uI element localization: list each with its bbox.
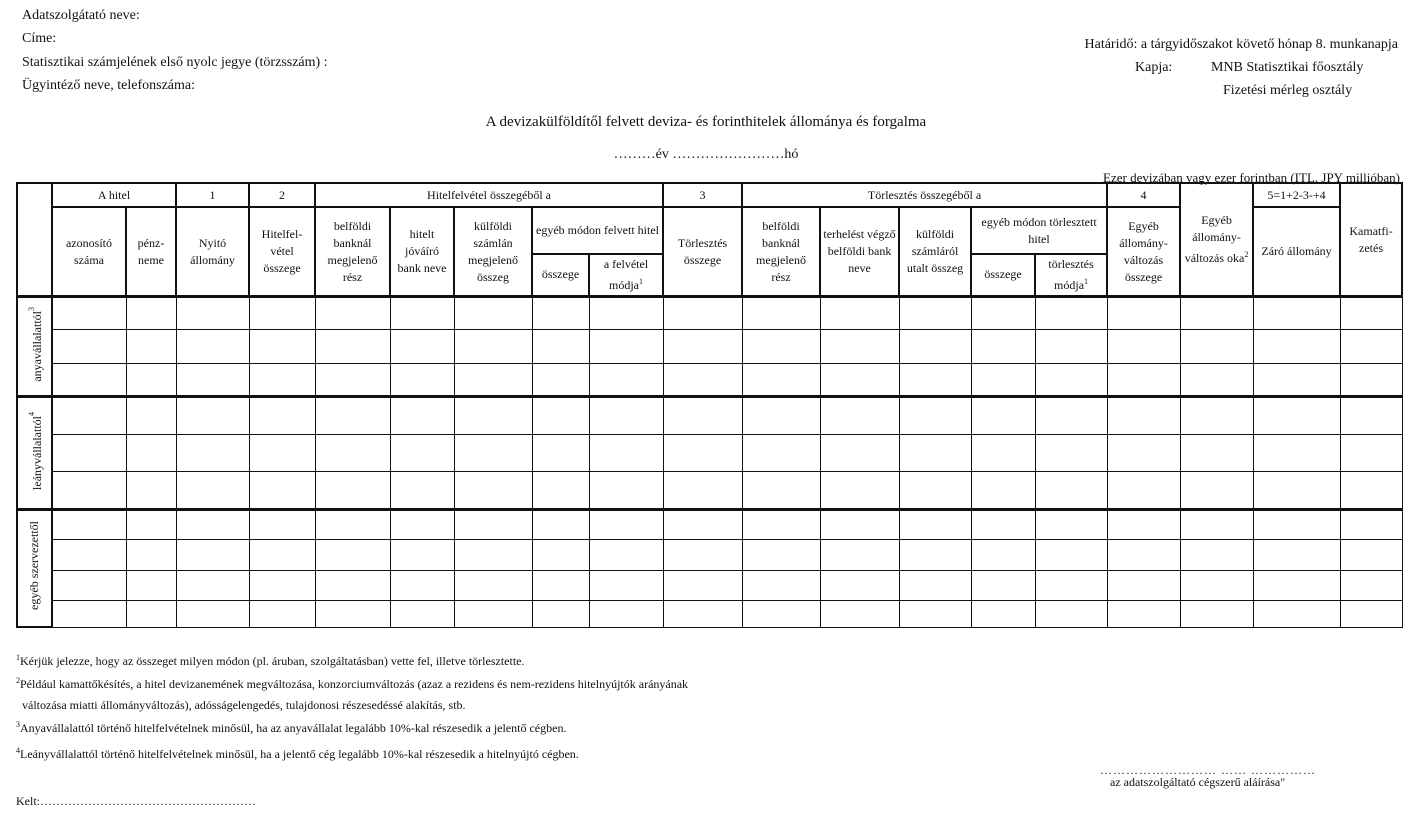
table-cell[interactable] bbox=[390, 363, 454, 396]
table-cell[interactable] bbox=[742, 297, 820, 330]
table-cell[interactable] bbox=[742, 363, 820, 396]
table-cell[interactable] bbox=[589, 363, 663, 396]
table-cell[interactable] bbox=[1107, 434, 1180, 472]
table-cell[interactable] bbox=[454, 434, 532, 472]
table-cell[interactable] bbox=[454, 297, 532, 330]
table-cell[interactable] bbox=[532, 397, 589, 435]
table-row bbox=[17, 472, 1402, 510]
table-cell[interactable] bbox=[820, 472, 899, 510]
table-cell[interactable] bbox=[532, 540, 589, 570]
table-cell[interactable] bbox=[315, 397, 390, 435]
table-cell[interactable] bbox=[1340, 330, 1402, 363]
table-cell[interactable] bbox=[1035, 330, 1107, 363]
table-cell[interactable] bbox=[1253, 434, 1340, 472]
table-cell[interactable] bbox=[249, 540, 315, 570]
table-cell[interactable] bbox=[454, 540, 532, 570]
table-cell[interactable] bbox=[315, 509, 390, 539]
table-cell[interactable] bbox=[390, 472, 454, 510]
table-cell[interactable] bbox=[1035, 472, 1107, 510]
other-change-reason-header: Egyéb állomány-változás oka$^2$ bbox=[1180, 183, 1253, 297]
table-cell[interactable] bbox=[820, 570, 899, 600]
table-row bbox=[17, 540, 1402, 570]
table-cell[interactable] bbox=[1107, 472, 1180, 510]
table-cell[interactable] bbox=[176, 434, 249, 472]
table-cell[interactable] bbox=[315, 540, 390, 570]
opening-header: Nyitó állomány bbox=[176, 207, 249, 296]
table-cell[interactable] bbox=[589, 540, 663, 570]
table-cell[interactable] bbox=[742, 434, 820, 472]
group-drawdown-header: Hitelfelvétel összegéből a bbox=[315, 183, 663, 207]
row-group-header-cell bbox=[17, 183, 52, 297]
table-cell[interactable] bbox=[176, 601, 249, 627]
period-field: ………év ……………………hó bbox=[613, 147, 799, 162]
table-cell[interactable] bbox=[532, 472, 589, 510]
num-1-header: 1 bbox=[176, 183, 249, 207]
table-cell[interactable] bbox=[899, 472, 971, 510]
table-cell[interactable] bbox=[52, 363, 126, 396]
table-cell[interactable] bbox=[52, 540, 126, 570]
table-cell[interactable] bbox=[820, 540, 899, 570]
table-cell[interactable] bbox=[176, 472, 249, 510]
table-cell[interactable] bbox=[1180, 297, 1253, 330]
repayment-header: Törlesztés összege bbox=[663, 207, 742, 296]
table-cell[interactable] bbox=[176, 397, 249, 435]
table-cell[interactable] bbox=[454, 472, 532, 510]
table-cell[interactable] bbox=[1180, 540, 1253, 570]
table-cell[interactable] bbox=[663, 509, 742, 539]
recipient-label: Kapja: bbox=[1135, 60, 1173, 75]
table-cell[interactable] bbox=[1180, 397, 1253, 435]
table-cell[interactable] bbox=[589, 297, 663, 330]
table-cell[interactable] bbox=[820, 297, 899, 330]
table-cell[interactable] bbox=[52, 472, 126, 510]
table-cell[interactable] bbox=[1035, 397, 1107, 435]
table-cell[interactable] bbox=[249, 330, 315, 363]
table-cell[interactable] bbox=[1107, 297, 1180, 330]
table-cell[interactable] bbox=[532, 363, 589, 396]
table-cell[interactable] bbox=[315, 601, 390, 627]
table-cell[interactable] bbox=[532, 297, 589, 330]
table-cell[interactable] bbox=[742, 570, 820, 600]
table-cell[interactable] bbox=[1340, 601, 1402, 627]
table-cell[interactable] bbox=[663, 434, 742, 472]
footnote-3: $^3$Anyavállalattól történő hitelfelvételnek minősül, ha az anyavállalat legalább 10%-kal részesedik a jelentő cégben. bbox=[16, 720, 567, 735]
foreign-account-header: külföldi számlán megjelenő összeg bbox=[454, 207, 532, 296]
table-cell[interactable] bbox=[532, 509, 589, 539]
table-cell[interactable] bbox=[1107, 397, 1180, 435]
footnote-1: $^1$Kérjük jelezze, hogy az összeget milyen módon (pl. áruban, szolgáltatásban) vette fel, illetve törlesztette. bbox=[16, 653, 525, 668]
table-cell[interactable] bbox=[742, 601, 820, 627]
table-cell[interactable] bbox=[249, 297, 315, 330]
table-cell[interactable] bbox=[176, 297, 249, 330]
row-label-other: egyéb szervezettől bbox=[17, 509, 52, 627]
table-cell[interactable] bbox=[52, 330, 126, 363]
table-cell[interactable] bbox=[589, 472, 663, 510]
table-cell[interactable] bbox=[176, 363, 249, 396]
table-cell[interactable] bbox=[1107, 540, 1180, 570]
table-cell[interactable] bbox=[589, 570, 663, 600]
other-draw-mode-header: a felvétel módja$^1$ bbox=[589, 254, 663, 297]
table-cell[interactable] bbox=[176, 509, 249, 539]
table-cell[interactable] bbox=[249, 570, 315, 600]
table-cell[interactable] bbox=[126, 363, 176, 396]
table-cell[interactable] bbox=[1253, 397, 1340, 435]
table-cell[interactable] bbox=[663, 363, 742, 396]
table-cell[interactable] bbox=[390, 434, 454, 472]
table-cell[interactable] bbox=[1107, 601, 1180, 627]
table-row bbox=[17, 330, 1402, 363]
table-cell[interactable] bbox=[1253, 363, 1340, 396]
table-cell[interactable] bbox=[899, 601, 971, 627]
other-rep-amount-header: összege bbox=[971, 254, 1035, 297]
table-cell[interactable] bbox=[971, 397, 1035, 435]
deadline-text: Határidő: a tárgyidőszakot követő hónap 8. munkanapja bbox=[1084, 37, 1398, 52]
row-label-parent: anyavállalattól$^3$ bbox=[17, 297, 52, 397]
credit-bank-header: hitelt jóváíró bank neve bbox=[390, 207, 454, 296]
table-cell[interactable] bbox=[971, 509, 1035, 539]
table-cell[interactable] bbox=[176, 540, 249, 570]
table-cell[interactable] bbox=[1180, 601, 1253, 627]
table-cell[interactable] bbox=[390, 570, 454, 600]
table-cell[interactable] bbox=[663, 397, 742, 435]
table-cell[interactable] bbox=[176, 330, 249, 363]
table-cell[interactable] bbox=[1035, 434, 1107, 472]
table-cell[interactable] bbox=[1340, 540, 1402, 570]
table-cell[interactable] bbox=[315, 297, 390, 330]
table-cell[interactable] bbox=[971, 297, 1035, 330]
table-row bbox=[17, 434, 1402, 472]
table-cell[interactable] bbox=[454, 363, 532, 396]
table-cell[interactable] bbox=[126, 540, 176, 570]
table-cell[interactable] bbox=[1340, 509, 1402, 539]
table-cell[interactable] bbox=[249, 472, 315, 510]
table-cell[interactable] bbox=[899, 297, 971, 330]
num-3-header: 3 bbox=[663, 183, 742, 207]
table-cell[interactable] bbox=[532, 434, 589, 472]
table-cell[interactable] bbox=[820, 363, 899, 396]
table-cell[interactable] bbox=[899, 509, 971, 539]
table-cell[interactable] bbox=[454, 330, 532, 363]
dom-bank-header: belföldi banknál megjelenő rész bbox=[315, 207, 390, 296]
table-cell[interactable] bbox=[742, 540, 820, 570]
table-cell[interactable] bbox=[1035, 297, 1107, 330]
table-cell[interactable] bbox=[742, 397, 820, 435]
group-repayment-header: Törlesztés összegéből a bbox=[742, 183, 1107, 207]
table-cell[interactable] bbox=[1340, 472, 1402, 510]
table-cell[interactable] bbox=[126, 570, 176, 600]
table-cell[interactable] bbox=[390, 297, 454, 330]
num-2-header: 2 bbox=[249, 183, 315, 207]
table-cell[interactable] bbox=[249, 397, 315, 435]
table-cell[interactable] bbox=[820, 397, 899, 435]
table-cell[interactable] bbox=[663, 540, 742, 570]
table-cell[interactable] bbox=[742, 472, 820, 510]
table-cell[interactable] bbox=[52, 297, 126, 330]
unit-note: Ezer devizában vagy ezer forintban (ITL, JPY millióban) bbox=[1103, 170, 1400, 185]
rep-dom-bank-header: belföldi banknál megjelenő rész bbox=[742, 207, 820, 296]
table-cell[interactable] bbox=[971, 570, 1035, 600]
table-cell[interactable] bbox=[126, 509, 176, 539]
footnote-2-cont: változása miatti állományváltozás), adósságelengedés, tulajdonosi részesedéssé alakítás, stb. bbox=[22, 698, 466, 712]
table-cell[interactable] bbox=[249, 601, 315, 627]
id-header: azonosító száma bbox=[52, 207, 126, 296]
table-cell[interactable] bbox=[589, 397, 663, 435]
table-cell[interactable] bbox=[1107, 509, 1180, 539]
table-cell[interactable] bbox=[589, 330, 663, 363]
table-cell[interactable] bbox=[315, 434, 390, 472]
table-cell[interactable] bbox=[1340, 297, 1402, 330]
table-cell[interactable] bbox=[1107, 330, 1180, 363]
table-cell[interactable] bbox=[1340, 397, 1402, 435]
signature-label: az adatszolgáltató cégszerű aláírása" bbox=[1110, 775, 1286, 789]
signature-line[interactable]: ……………………… …… …………… bbox=[1100, 763, 1316, 777]
table-cell[interactable] bbox=[663, 330, 742, 363]
provider-name-label: Adatszolgátató neve: bbox=[22, 8, 140, 23]
table-cell[interactable] bbox=[249, 363, 315, 396]
table-cell[interactable] bbox=[454, 397, 532, 435]
table-cell[interactable] bbox=[532, 330, 589, 363]
table-cell[interactable] bbox=[1253, 509, 1340, 539]
table-cell[interactable] bbox=[52, 601, 126, 627]
table-cell[interactable] bbox=[663, 570, 742, 600]
table-cell[interactable] bbox=[1107, 570, 1180, 600]
loan-table bbox=[16, 182, 1403, 628]
table-cell[interactable] bbox=[126, 330, 176, 363]
table-cell[interactable] bbox=[971, 472, 1035, 510]
table-cell[interactable] bbox=[971, 434, 1035, 472]
table-cell[interactable] bbox=[589, 434, 663, 472]
table-row bbox=[17, 363, 1402, 396]
debit-bank-header: terhelést végző belföldi bank neve bbox=[820, 207, 899, 296]
row-label-subsidiary: leányvállalattól$^4$ bbox=[17, 397, 52, 510]
table-cell[interactable] bbox=[315, 363, 390, 396]
other-draw-amount-header: összege bbox=[532, 254, 589, 297]
table-cell[interactable] bbox=[971, 601, 1035, 627]
table-cell[interactable] bbox=[315, 472, 390, 510]
table-cell[interactable] bbox=[1253, 601, 1340, 627]
footnote-2: $^2$Például kamattőkésítés, a hitel devizanemének megváltozása, konzorciumváltozás (azaz a rezidens és nem-rezidens hitelnyújtók arányának bbox=[16, 676, 689, 691]
table-cell[interactable] bbox=[899, 570, 971, 600]
group-loan-header: A hitel bbox=[52, 183, 176, 207]
table-cell[interactable] bbox=[742, 330, 820, 363]
table-cell[interactable] bbox=[820, 509, 899, 539]
table-cell[interactable] bbox=[1107, 363, 1180, 396]
table-cell[interactable] bbox=[390, 601, 454, 627]
table-cell[interactable] bbox=[390, 509, 454, 539]
stat-number-label: Statisztikai számjelének első nyolc jegye (törzsszám) : bbox=[22, 55, 328, 70]
table-cell[interactable] bbox=[1340, 434, 1402, 472]
table-cell[interactable] bbox=[390, 540, 454, 570]
table-cell[interactable] bbox=[899, 540, 971, 570]
closing-header: Záró állomány bbox=[1253, 207, 1340, 296]
table-cell[interactable] bbox=[1253, 472, 1340, 510]
table-cell[interactable] bbox=[1035, 601, 1107, 627]
table-cell[interactable] bbox=[820, 601, 899, 627]
table-cell[interactable] bbox=[1340, 363, 1402, 396]
drawdown-header: Hitelfel-vétel összege bbox=[249, 207, 315, 296]
interest-header: Kamatfi-zetés bbox=[1340, 183, 1402, 297]
table-cell[interactable] bbox=[1253, 570, 1340, 600]
department-text: Fizetési mérleg osztály bbox=[1223, 83, 1353, 98]
table-cell[interactable] bbox=[820, 330, 899, 363]
table-cell[interactable] bbox=[532, 570, 589, 600]
recipient-text: MNB Statisztikai főosztály bbox=[1211, 60, 1364, 75]
table-cell[interactable] bbox=[820, 434, 899, 472]
num-5-header: 5=1+2-3-+4 bbox=[1253, 183, 1340, 207]
table-row bbox=[17, 509, 1402, 539]
table-cell[interactable] bbox=[249, 434, 315, 472]
table-cell[interactable] bbox=[899, 363, 971, 396]
table-cell[interactable] bbox=[663, 297, 742, 330]
other-draw-header: egyéb módon felvett hitel bbox=[532, 207, 663, 254]
table-cell[interactable] bbox=[52, 570, 126, 600]
table-cell[interactable] bbox=[52, 509, 126, 539]
table-cell[interactable] bbox=[971, 363, 1035, 396]
table-cell[interactable] bbox=[1035, 363, 1107, 396]
table-cell[interactable] bbox=[899, 434, 971, 472]
table-cell[interactable] bbox=[1180, 570, 1253, 600]
table-cell[interactable] bbox=[1180, 330, 1253, 363]
table-cell[interactable] bbox=[454, 570, 532, 600]
table-cell[interactable] bbox=[1180, 509, 1253, 539]
table-cell[interactable] bbox=[1253, 330, 1340, 363]
table-cell[interactable] bbox=[589, 509, 663, 539]
table-cell[interactable] bbox=[126, 472, 176, 510]
table-cell[interactable] bbox=[52, 434, 126, 472]
table-cell[interactable] bbox=[315, 330, 390, 363]
table-cell[interactable] bbox=[971, 330, 1035, 363]
other-change-header: Egyéb állomány-változás összege bbox=[1107, 207, 1180, 296]
contact-label: Ügyintéző neve, telefonszáma: bbox=[22, 78, 195, 93]
table-cell[interactable] bbox=[742, 509, 820, 539]
address-label: Címe: bbox=[22, 31, 57, 46]
table-cell[interactable] bbox=[589, 601, 663, 627]
table-cell[interactable] bbox=[899, 330, 971, 363]
table-cell[interactable] bbox=[1340, 570, 1402, 600]
table-cell[interactable] bbox=[1035, 509, 1107, 539]
table-cell[interactable] bbox=[390, 397, 454, 435]
table-cell[interactable] bbox=[1035, 540, 1107, 570]
table-cell[interactable] bbox=[126, 397, 176, 435]
table-row bbox=[17, 601, 1402, 627]
form-title: A devizakülföldítől felvett deviza- és forinthitelek állománya és forgalma bbox=[485, 114, 927, 130]
table-cell[interactable] bbox=[1180, 434, 1253, 472]
table-cell[interactable] bbox=[899, 397, 971, 435]
table-cell[interactable] bbox=[126, 434, 176, 472]
table-cell[interactable] bbox=[1180, 472, 1253, 510]
table-row bbox=[17, 570, 1402, 600]
currency-header: pénz-neme bbox=[126, 207, 176, 296]
table-cell[interactable] bbox=[1035, 570, 1107, 600]
other-rep-header: egyéb módon törlesztett hitel bbox=[971, 207, 1107, 254]
table-cell[interactable] bbox=[1253, 540, 1340, 570]
place-date-field[interactable]: Kelt:……………………………………………… bbox=[16, 794, 256, 808]
rep-foreign-header: külföldi számláról utalt összeg bbox=[899, 207, 971, 296]
table-cell[interactable] bbox=[454, 509, 532, 539]
table-cell[interactable] bbox=[315, 570, 390, 600]
table-cell[interactable] bbox=[454, 601, 532, 627]
table-cell[interactable] bbox=[663, 601, 742, 627]
table-cell[interactable] bbox=[1253, 297, 1340, 330]
table-cell[interactable] bbox=[52, 397, 126, 435]
table-row bbox=[17, 397, 1402, 435]
other-rep-mode-header: törlesztés módja$^1$ bbox=[1035, 254, 1107, 297]
table-row bbox=[17, 297, 1402, 330]
table-cell[interactable] bbox=[1180, 363, 1253, 396]
table-cell[interactable] bbox=[176, 570, 249, 600]
table-cell[interactable] bbox=[390, 330, 454, 363]
table-cell[interactable] bbox=[971, 540, 1035, 570]
table-cell[interactable] bbox=[663, 472, 742, 510]
table-cell[interactable] bbox=[126, 601, 176, 627]
table-cell[interactable] bbox=[532, 601, 589, 627]
footnote-4: $^4$Leányvállalattól történő hitelfelvételnek minősül, ha a jelentő cég legalább 10%-kal részesedik a hitelnyújtó cégben. bbox=[16, 746, 579, 761]
table-cell[interactable] bbox=[126, 297, 176, 330]
table-cell[interactable] bbox=[249, 509, 315, 539]
num-4-header: 4 bbox=[1107, 183, 1180, 207]
